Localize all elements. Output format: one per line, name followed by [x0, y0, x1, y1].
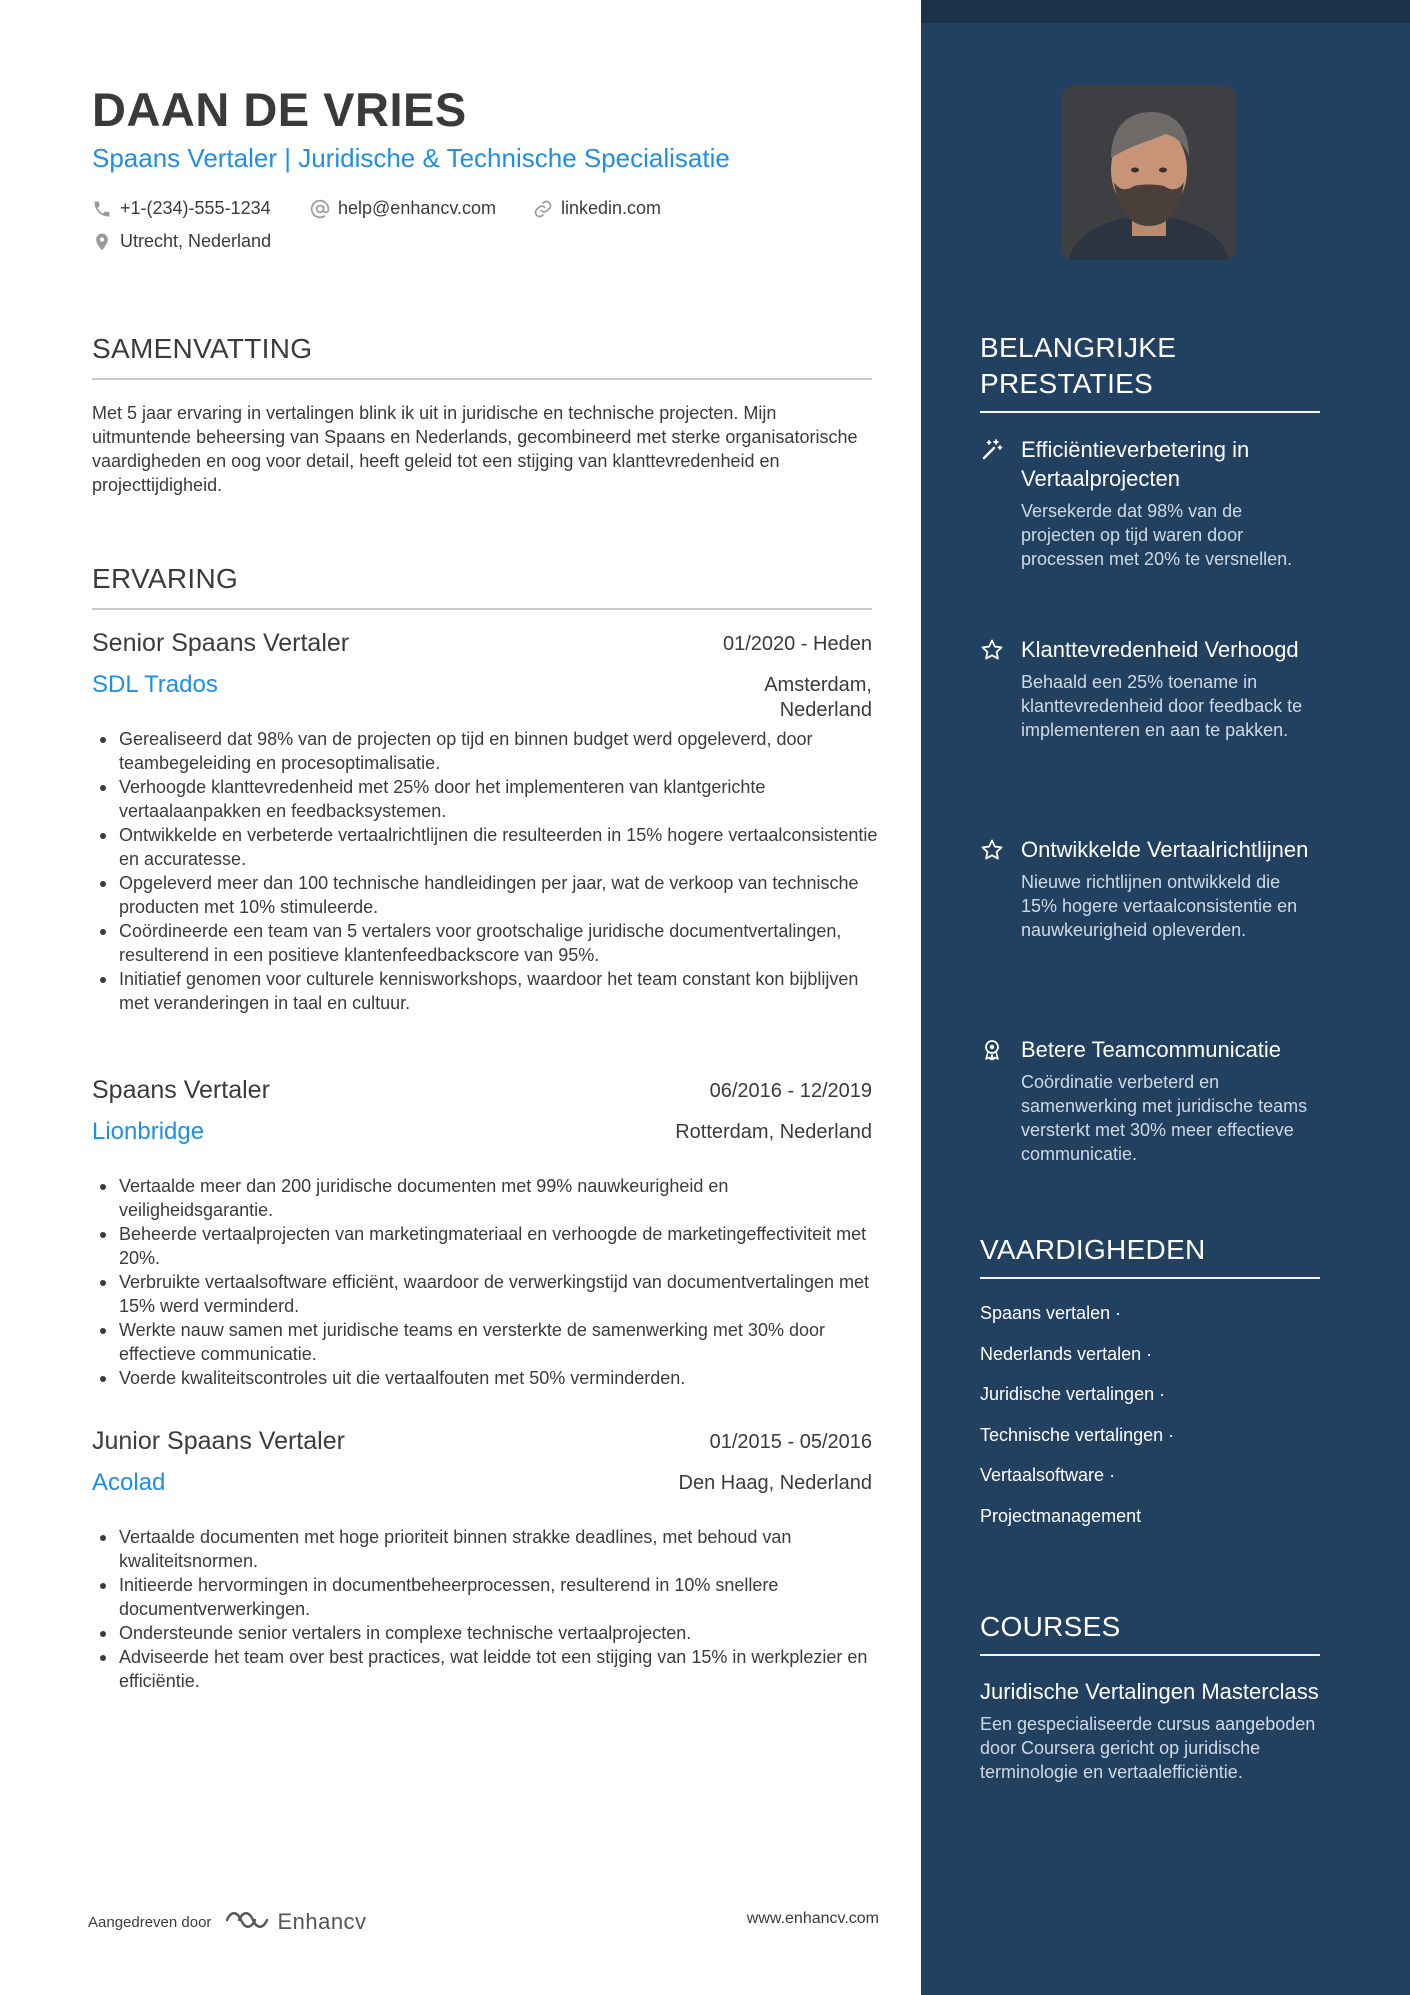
job-bullet: Ontwikkelde en verbeterde vertaalrichtlijnen die resulteerden in 15% hogere vertaalconsistentie en accuratesse. [92, 823, 882, 871]
job-title: Spaans Vertaler [92, 1076, 270, 1104]
job-bullet: Verhoogde klanttevredenheid met 25% door het implementeren van klantgerichte vertaalaanpakken en feedbacksystemen. [92, 775, 882, 823]
job-bullet: Initieerde hervormingen in documentbeheerprocessen, resulterend in 10% snellere documentverwerkingen. [92, 1573, 882, 1621]
achievement-title: Klanttevredenheid Verhoogd [1021, 637, 1299, 662]
skill-item: Nederlands vertalen · [980, 1344, 1153, 1364]
sidebar-top-bar [921, 0, 1410, 23]
contact-phone [92, 198, 271, 219]
job-bullet: Initiatief genomen voor culturele kennisworkshops, waardoor het team constant kon bijblijven met veranderingen in taal en cultuur. [92, 967, 882, 1015]
location-text: Utrecht, Nederland [120, 231, 272, 251]
linkedin-text[interactable]: linkedin.com [561, 198, 662, 218]
courses-heading: COURSES [980, 1611, 1121, 1642]
phone-icon [92, 199, 112, 219]
contact-email[interactable] [310, 198, 496, 219]
skill-item: Juridische vertalingen · [980, 1384, 1166, 1404]
enhancv-logo-icon [223, 1907, 271, 1937]
achievement-text: Behaald een 25% toename in klanttevredenheid door feedback te implementeren en aan te pakken. [1021, 672, 1303, 740]
summary-heading: SAMENVATTING [92, 333, 313, 364]
skill-item: Technische vertalingen · [980, 1425, 1175, 1445]
profile-photo [1062, 86, 1236, 260]
job-bullets [92, 727, 882, 1015]
contact-linkedin[interactable] [533, 198, 661, 219]
skill-item: Vertaalsoftware · [980, 1465, 1116, 1485]
at-sign-icon [310, 199, 330, 219]
job-bullet: Coördineerde een team van 5 vertalers voor grootschalige juridische documentvertalingen, resulterend in een positieve klantenfeedbackscore van 95%. [92, 919, 882, 967]
job-bullet: Beheerde vertaalprojecten van marketingmateriaal en verhoogde de marketingeffectiviteit met 20%. [92, 1222, 882, 1270]
achievement-text: Versekerde dat 98% van de projecten op tijd waren door processen met 20% te versnellen. [1021, 501, 1293, 569]
job-title: Junior Spaans Vertaler [92, 1427, 345, 1455]
achievement-title: Ontwikkelde Vertaalrichtlijnen [1021, 837, 1309, 862]
achievements-section [980, 330, 1320, 413]
achievement-title: Efficiëntieverbetering in Vertaalprojecten [1021, 437, 1250, 491]
achievement-item [980, 435, 1320, 571]
email-text[interactable]: help@enhancv.com [338, 198, 497, 218]
job-location: Amsterdam, Nederland [764, 674, 872, 721]
phone-text: +1-(234)-555-1234 [120, 198, 271, 218]
candidate-name: DAAN DE VRIES [92, 83, 467, 136]
job-bullet: Opgeleverd meer dan 100 technische handleidingen per jaar, wat de verkoop van technische producten met 10% stimuleerde. [92, 871, 882, 919]
powered-by [88, 1907, 367, 1937]
skill-item: Spaans vertalen · [980, 1303, 1122, 1323]
job-bullets [92, 1525, 882, 1693]
star-icon [980, 838, 1004, 862]
course-title: Juridische Vertalingen Masterclass [980, 1679, 1319, 1704]
achievements-divider [980, 411, 1320, 413]
job-company: Acolad [92, 1469, 166, 1496]
courses-section [980, 1609, 1320, 1656]
map-pin-icon [92, 232, 112, 252]
experience-heading: ERVARING [92, 563, 239, 594]
job-location: Rotterdam, Nederland [675, 1121, 872, 1143]
job-location: Den Haag, Nederland [678, 1472, 872, 1494]
achievement-item [980, 835, 1320, 942]
contact-location [92, 231, 271, 252]
job-bullet: Ondersteunde senior vertalers in complexe technische vertaalprojecten. [92, 1621, 882, 1645]
summary-text: Met 5 jaar ervaring in vertalingen blink ik uit in juridische en technische projecten. Mijn uitmuntende beheersing van Spaans en Nederlands, gecombineerd met sterke organisatorische vaardigheden en oog voor detail, heeft geleid tot een stijging van klanttevredenheid en projecttijdigheid. [92, 403, 858, 495]
achievement-item [980, 635, 1320, 742]
enhancv-brand-name: Enhancv [277, 1909, 367, 1934]
job-bullet: Gerealiseerd dat 98% van de projecten op tijd en binnen budget werd opgeleverd, door teambegeleiding en procesoptimalisatie. [92, 727, 882, 775]
sidebar [921, 0, 1410, 1995]
experience-divider [92, 608, 872, 610]
skills-heading: VAARDIGHEDEN [980, 1234, 1206, 1265]
job-bullet: Vertaalde documenten met hoge prioriteit binnen strakke deadlines, met behoud van kwaliteitsnormen. [92, 1525, 882, 1573]
achievement-title: Betere Teamcommunicatie [1021, 1037, 1282, 1062]
achievement-text: Nieuwe richtlijnen ontwikkeld die 15% hogere vertaalconsistentie en nauwkeurigheid opleverden. [1021, 872, 1298, 940]
achievement-item [980, 1035, 1320, 1166]
job-bullet: Voerde kwaliteitscontroles uit die vertaalfouten met 50% verminderden. [92, 1366, 882, 1390]
job-bullet: Werkte nauw samen met juridische teams en versterkte de samenwerking met 30% door effectieve communicatie. [92, 1318, 882, 1366]
powered-by-label: Aangedreven door [88, 1913, 212, 1931]
skill-item: Projectmanagement [980, 1506, 1142, 1526]
candidate-subtitle: Spaans Vertaler | Juridische & Technische Specialisatie [92, 143, 730, 173]
skills-divider [980, 1277, 1320, 1279]
achievement-text: Coördinatie verbeterd en samenwerking met juridische teams versterkt met 30% meer effectieve communicatie. [1021, 1072, 1308, 1164]
job-bullet: Adviseerde het team over best practices, wat leidde tot een stijging van 15% in werkplezier en efficiëntie. [92, 1645, 882, 1693]
courses-divider [980, 1654, 1320, 1656]
website-link[interactable]: www.enhancv.com [746, 1910, 879, 1927]
skills-section [980, 1232, 1320, 1279]
job-dates: 06/2016 - 12/2019 [709, 1080, 872, 1102]
job-bullets [92, 1174, 882, 1390]
job-bullet: Vertaalde meer dan 200 juridische documenten met 99% nauwkeurigheid en veiligheidsgarantie. [92, 1174, 882, 1222]
award-ribbon-icon [980, 1038, 1004, 1062]
job-title: Senior Spaans Vertaler [92, 629, 350, 657]
link-icon [533, 199, 553, 219]
job-dates: 01/2015 - 05/2016 [709, 1431, 872, 1453]
course-item [980, 1678, 1320, 1784]
job-bullet: Verbruikte vertaalsoftware efficiënt, waardoor de verwerkingstijd van documentvertalingen met 15% werd verminderd. [92, 1270, 882, 1318]
job-company: SDL Trados [92, 671, 218, 698]
job-dates: 01/2020 - Heden [722, 633, 872, 655]
star-icon [980, 638, 1004, 662]
course-description: Een gespecialiseerde cursus aangeboden door Coursera gericht op juridische terminologie en vertaalefficiëntie. [980, 1714, 1316, 1782]
achievements-heading: BELANGRIJKE PRESTATIES [980, 332, 1177, 399]
job-company: Lionbridge [92, 1118, 205, 1145]
magic-wand-icon [980, 438, 1004, 462]
summary-divider [92, 378, 872, 380]
